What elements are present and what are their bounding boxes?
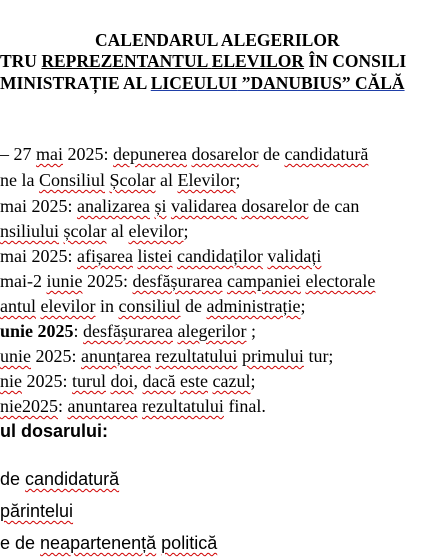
calendar-item [0,346,333,367]
list-item [0,501,73,522]
header-subtitle-line-1 [0,51,406,72]
text-run: mai 2025: [0,246,77,266]
header-subtitle-line-2 [0,73,405,94]
text-run: ; [235,170,241,190]
text-run: listei [137,246,173,266]
text-run: rezultatului [141,396,224,416]
text-run: politică [161,533,218,553]
calendar-item [0,170,240,191]
text-run: mai 2025: [0,196,77,216]
text-run: administrație [206,296,301,316]
header-text: ”DANUBIUS” CĂLĂ [237,73,405,93]
text-run: nie2025 [0,396,58,416]
text-run: analizarea [77,196,150,216]
text-run: : [73,321,84,341]
text-run: ; [246,321,256,341]
text-run: tur; [303,346,334,366]
text-run: 2025: [31,346,82,366]
text-run: de [258,144,285,164]
text-run: unie 2025 [0,321,74,341]
list-item [0,533,217,554]
text-run: de [180,296,207,316]
calendar-item [0,221,189,242]
text-run: – 27 [0,144,36,164]
text-run: alegerilor [177,321,247,341]
text-run: al [106,221,129,241]
text-run: este [180,371,208,391]
header-text: TRU [0,51,42,71]
text-run: de can [308,196,360,216]
text-run: neapartenență [40,533,157,553]
text-run: nsiliului [0,221,60,241]
text-run: turul [72,371,107,391]
text-run: desfășurarea [83,321,173,341]
text-run: ; [250,371,256,391]
header-text: ÎN CONSILI [304,51,407,71]
text-run: școlar [63,221,107,241]
text-run: candidatură [25,469,120,489]
calendar-item [0,271,375,292]
text-run: electorale [305,271,376,291]
text-run: al [155,170,178,190]
text-run: depunerea [113,144,187,164]
text-run: antul [0,296,36,316]
text-run: in [95,296,119,316]
text-run: validarea [170,196,237,216]
text-run: ne la [0,170,39,190]
text-run: nie [0,371,22,391]
text-run: ; [183,221,189,241]
text-run: : [58,396,68,416]
header-text: LICEULUI [150,73,238,93]
text-run: dosarelor [241,196,309,216]
calendar-item [0,371,255,392]
calendar-item [0,144,368,165]
header-text: MINISTRAȚIE AL [0,73,151,93]
calendar-item [0,246,321,267]
text-run: dacă [142,371,176,391]
section-title: ul dosarului: [0,421,108,441]
text-run: Consiliul [38,170,105,190]
text-run: iunie [46,271,83,291]
text-run: Elevilor [177,170,236,190]
text-run: Școlar [109,170,156,190]
text-run: ; [300,296,306,316]
text-run: elevilor [40,296,96,316]
text-run: candidatură [284,144,369,164]
text-run: de [0,469,26,489]
list-item [0,469,119,490]
text-run: consiliul [118,296,181,316]
text-run: e de [0,533,41,553]
text-run: 2025: [82,271,133,291]
text-run: dosarelor [191,144,259,164]
text-run: desfășurarea [132,271,223,291]
text-run: campaniei [226,271,301,291]
text-run: primului [241,346,304,366]
text-run: afișarea [77,246,133,266]
calendar-item [0,396,266,417]
header-text: REPREZENTANTUL [41,51,208,71]
text-run: 2025: [22,371,73,391]
text-run: mai-2 [0,271,47,291]
calendar-item [0,321,256,342]
text-run: rezultatului [155,346,238,366]
text-run: 2025: [63,144,114,164]
text-run: doi [110,371,134,391]
text-run: elevilor [128,221,184,241]
text-run: anuntarea [67,396,138,416]
header-text: ELEVILOR [211,51,305,71]
text-run: anunțarea [81,346,151,366]
text-run: părintelui [0,501,74,521]
header-title: CALENDARUL ALEGERILOR [95,30,340,50]
text-run: validați [267,246,322,266]
text-run: mai [36,144,63,164]
text-run: unie [0,346,31,366]
text-run: , [133,371,143,391]
calendar-item [0,196,359,217]
calendar-item [0,296,306,317]
text-run: candidaților [176,246,263,266]
text-run: și [154,196,167,216]
text-run: final. [223,396,266,416]
text-run: cazul [212,371,251,391]
